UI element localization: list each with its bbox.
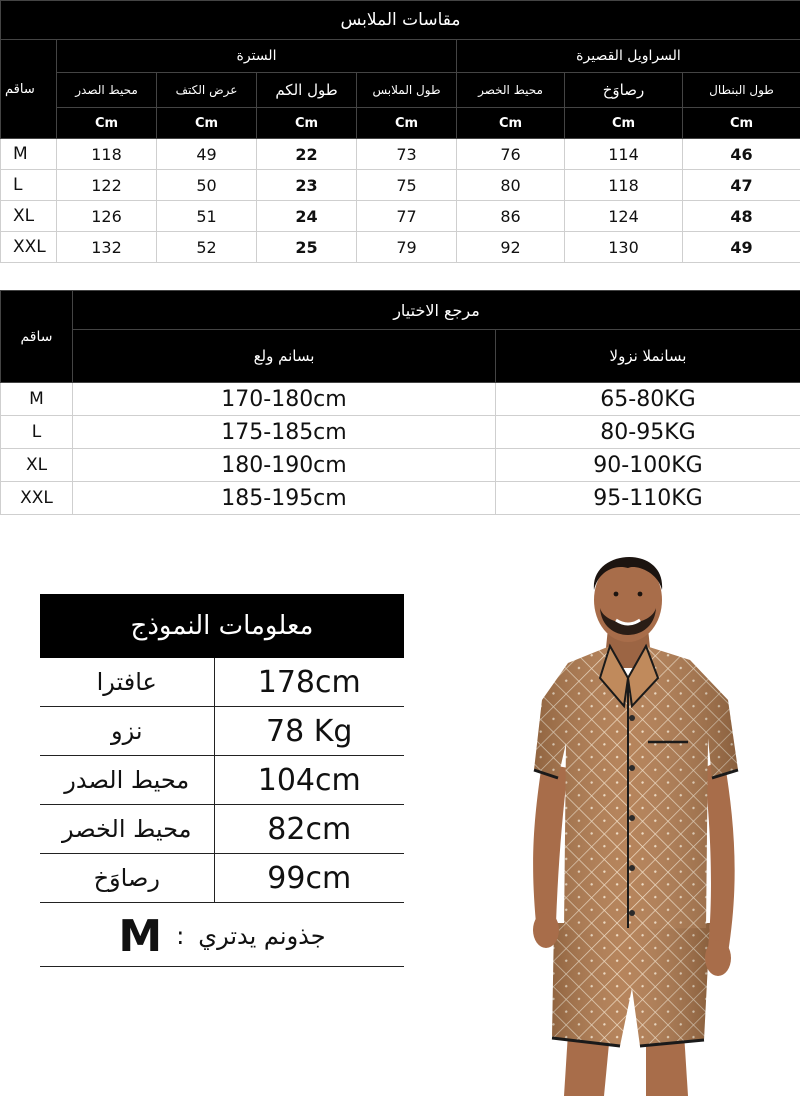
col-sleeve: طول الكم — [257, 73, 357, 108]
model-size-label: جذونم يدتري — [198, 922, 326, 950]
table-row — [40, 805, 404, 854]
weight-cell: 90-100KG — [496, 449, 800, 482]
value-cell: 50 — [157, 170, 257, 201]
size-cell: XXL — [1, 232, 57, 263]
value-cell: 47 — [683, 170, 800, 201]
size-cell: XXL — [1, 482, 73, 515]
model-size-value: M — [118, 910, 163, 962]
value-cell: 48 — [683, 201, 800, 232]
weight-cell: 65-80KG — [496, 383, 800, 416]
weight-header: بسانملا نزولا — [496, 330, 800, 383]
size-cell: XL — [1, 449, 73, 482]
value-cell: 49 — [683, 232, 800, 263]
unit-label: Cm — [683, 108, 800, 139]
height-cell: 180-190cm — [73, 449, 496, 482]
model-height-value: 178cm — [214, 658, 404, 707]
unit-label: Cm — [565, 108, 683, 139]
value-cell: 73 — [357, 139, 457, 170]
weight-cell: 80-95KG — [496, 416, 800, 449]
value-cell: 80 — [457, 170, 565, 201]
reference-title: مرجع الاختيار — [73, 291, 800, 330]
value-cell: 126 — [57, 201, 157, 232]
model-hip-label: رصاوَخ — [40, 854, 214, 903]
unit-label: Cm — [357, 108, 457, 139]
height-cell: 185-195cm — [73, 482, 496, 515]
col-shoulder: عرض الكتف — [157, 73, 257, 108]
value-cell: 51 — [157, 201, 257, 232]
height-cell: 175-185cm — [73, 416, 496, 449]
value-cell: 118 — [57, 139, 157, 170]
value-cell: 24 — [257, 201, 357, 232]
size-cell: XL — [1, 201, 57, 232]
value-cell: 86 — [457, 201, 565, 232]
size-cell: L — [1, 170, 57, 201]
model-size-row — [40, 906, 404, 967]
unit-label: Cm — [257, 108, 357, 139]
height-cell: 170-180cm — [73, 383, 496, 416]
table-row — [1, 201, 800, 232]
table-row — [40, 854, 404, 903]
model-info-table — [40, 658, 404, 903]
reference-table — [0, 290, 800, 515]
model-weight-value: 78 Kg — [214, 707, 404, 756]
jacket-group-header: السترة — [57, 40, 457, 73]
table-row — [1, 416, 800, 449]
model-weight-label: نزو — [40, 707, 214, 756]
col-hip: رصاوَخ — [565, 73, 683, 108]
table-row — [1, 383, 800, 416]
col-waist: محيط الخصر — [457, 73, 565, 108]
size-column-label: ساقم — [1, 40, 57, 139]
table-row — [1, 232, 800, 263]
table-row — [1, 482, 800, 515]
model-size-separator: : — [176, 922, 185, 950]
value-cell: 114 — [565, 139, 683, 170]
size-chart-table — [0, 0, 800, 263]
model-height-label: عافترا — [40, 658, 214, 707]
value-cell: 77 — [357, 201, 457, 232]
value-cell: 122 — [57, 170, 157, 201]
table-row — [40, 658, 404, 707]
size-cell: L — [1, 416, 73, 449]
model-info-title: معلومات النموذج — [40, 594, 404, 658]
value-cell: 132 — [57, 232, 157, 263]
unit-label: Cm — [57, 108, 157, 139]
table-row — [1, 170, 800, 201]
value-cell: 118 — [565, 170, 683, 201]
shorts-group-header: السراويل القصيرة — [457, 40, 800, 73]
value-cell: 25 — [257, 232, 357, 263]
value-cell: 22 — [257, 139, 357, 170]
value-cell: 75 — [357, 170, 457, 201]
col-pants-length: طول البنطال — [683, 73, 800, 108]
weight-cell: 95-110KG — [496, 482, 800, 515]
table-row — [1, 139, 800, 170]
value-cell: 130 — [565, 232, 683, 263]
value-cell: 76 — [457, 139, 565, 170]
model-hip-value: 99cm — [214, 854, 404, 903]
size-cell: M — [1, 139, 57, 170]
model-chest-value: 104cm — [214, 756, 404, 805]
value-cell: 92 — [457, 232, 565, 263]
size-cell: M — [1, 383, 73, 416]
value-cell: 52 — [157, 232, 257, 263]
model-chest-label: محيط الصدر — [40, 756, 214, 805]
model-waist-value: 82cm — [214, 805, 404, 854]
unit-label: Cm — [457, 108, 565, 139]
table-row — [1, 449, 800, 482]
value-cell: 124 — [565, 201, 683, 232]
value-cell: 46 — [683, 139, 800, 170]
model-waist-label: محيط الخصر — [40, 805, 214, 854]
col-length: طول الملابس — [357, 73, 457, 108]
size-chart-title: مقاسات الملابس — [1, 1, 800, 40]
model-arm-left — [533, 763, 568, 923]
col-chest: محيط الصدر — [57, 73, 157, 108]
value-cell: 49 — [157, 139, 257, 170]
model-photo — [528, 528, 800, 1096]
value-cell: 23 — [257, 170, 357, 201]
value-cell: 79 — [357, 232, 457, 263]
table-row — [40, 707, 404, 756]
unit-label: Cm — [157, 108, 257, 139]
size-column-label: ساقم — [1, 291, 73, 383]
table-row — [40, 756, 404, 805]
height-header: بسانم ولع — [73, 330, 496, 383]
